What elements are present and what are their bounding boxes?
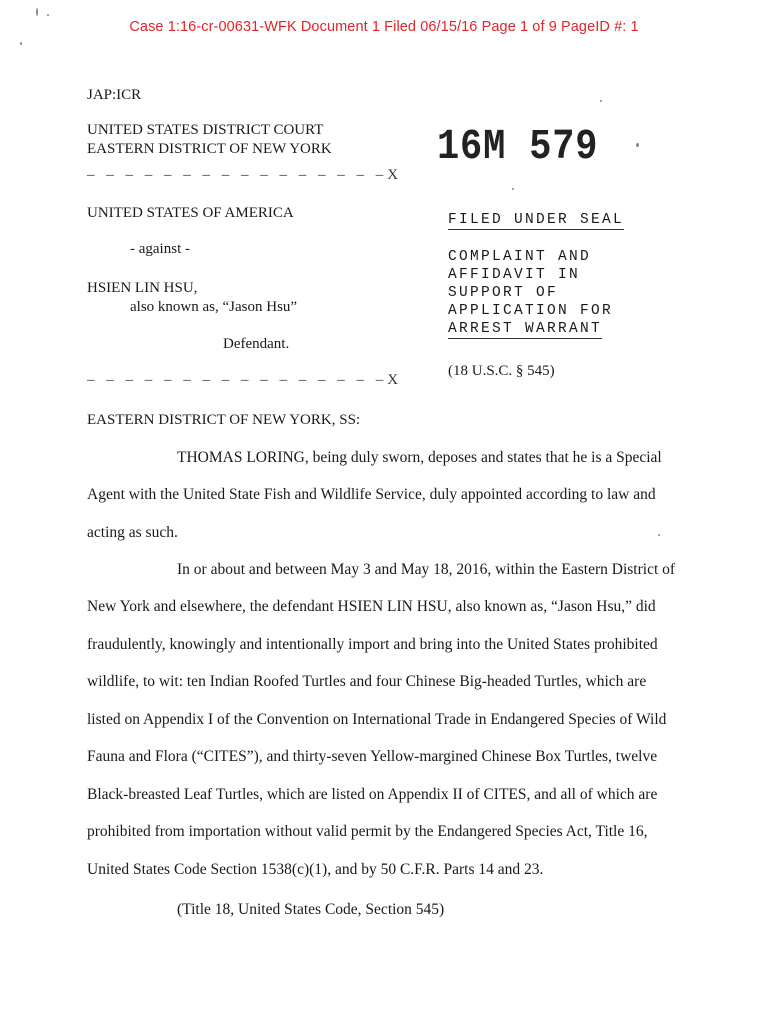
scan-speck — [636, 143, 639, 147]
paragraph-2-line: Black-breasted Leaf Turtles, which are listed on Appendix II of CITES, and all of which are — [87, 786, 658, 803]
paragraph-2-line: fraudulently, knowingly and intentionally import and bring into the United States prohibited — [87, 636, 658, 653]
scan-speck — [20, 42, 22, 45]
paragraph-2-line: wildlife, to wit: ten Indian Roofed Turtles and four Chinese Big-headed Turtles, which are — [87, 673, 647, 690]
defendant-label: Defendant. — [223, 336, 290, 352]
court-name-line-2: EASTERN DISTRICT OF NEW YORK — [87, 141, 332, 157]
defendant-alias: also known as, “Jason Hsu” — [130, 299, 298, 315]
scan-speck — [36, 8, 38, 16]
docket-number-stamp: 16M 579 — [437, 122, 599, 171]
caption-divider-bottom: – – – – – – – – – – – – – – – –X — [87, 372, 403, 388]
attorney-initials: JAP:ICR — [87, 87, 142, 103]
statute-citation: (18 U.S.C. § 545) — [448, 363, 555, 379]
paragraph-2-line: New York and elsewhere, the defendant HSIEN LIN HSU, also known as, “Jason Hsu,” did — [87, 598, 656, 615]
venue-line: EASTERN DISTRICT OF NEW YORK, SS: — [87, 412, 361, 428]
document-title-line-1: COMPLAINT AND — [448, 249, 592, 265]
caption-divider-top: – – – – – – – – – – – – – – – –X — [87, 167, 403, 183]
scan-speck — [658, 534, 660, 536]
paragraph-1-line: acting as such. — [87, 524, 178, 541]
paragraph-2-line: United States Code Section 1538(c)(1), and by 50 C.F.R. Parts 14 and 23. — [87, 861, 544, 878]
paragraph-2-line: prohibited from importation without valid permit by the Endangered Species Act, Title 16, — [87, 823, 648, 840]
scan-speck — [47, 14, 49, 16]
document-title-line-2: AFFIDAVIT IN — [448, 267, 581, 283]
paragraph-2-line: In or about and between May 3 and May 18, 2016, within the Eastern District of — [177, 561, 676, 578]
paragraph-2-line: Fauna and Flora (“CITES”), and thirty-seven Yellow-margined Chinese Box Turtles, twelve — [87, 748, 658, 765]
scan-speck — [600, 100, 602, 102]
paragraph-1-line: THOMAS LORING, being duly sworn, deposes and states that he is a Special — [177, 449, 662, 466]
paragraph-2-line: listed on Appendix I of the Convention on International Trade in Endangered Species of Wild — [87, 711, 667, 728]
versus-label: - against - — [130, 241, 190, 257]
sealed-notice: FILED UNDER SEAL — [448, 212, 625, 228]
statute-citation-footer: (Title 18, United States Code, Section 545) — [177, 901, 445, 918]
court-name-line-1: UNITED STATES DISTRICT COURT — [87, 122, 324, 138]
paragraph-1-line: Agent with the United State Fish and Wildlife Service, duly appointed according to law and — [87, 486, 656, 503]
defendant-name: HSIEN LIN HSU, — [87, 280, 198, 296]
ecf-header-stamp: Case 1:16-cr-00631-WFK Document 1 Filed 06/15/16 Page 1 of 9 PageID #: 1 — [129, 19, 639, 35]
document-title-line-3: SUPPORT OF — [448, 285, 559, 301]
document-title-line-5: ARREST WARRANT — [448, 321, 603, 337]
plaintiff-name: UNITED STATES OF AMERICA — [87, 205, 294, 221]
scan-speck — [512, 188, 514, 190]
document-title-line-4: APPLICATION FOR — [448, 303, 614, 319]
